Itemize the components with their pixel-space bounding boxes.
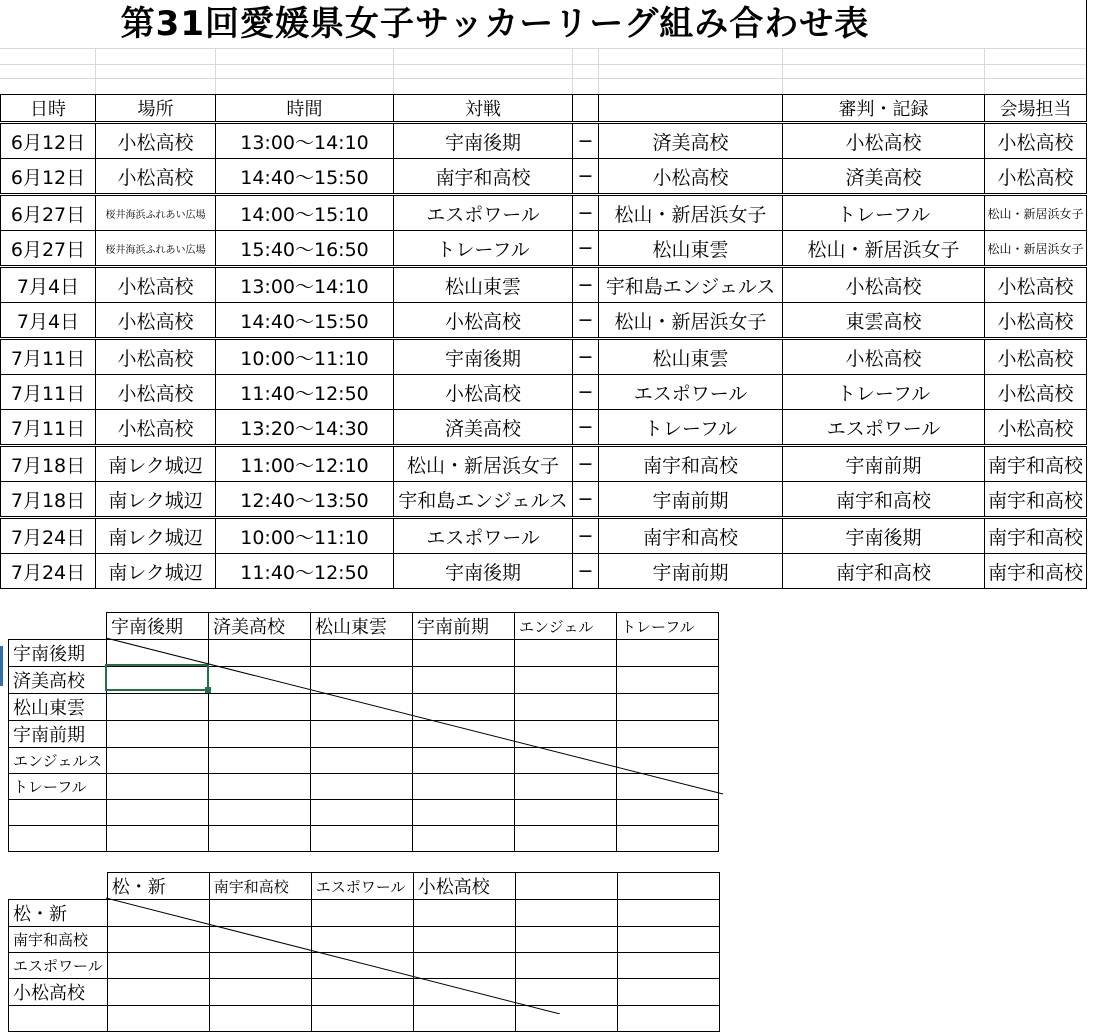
- schedule-cell[interactable]: トレーフル: [394, 231, 573, 267]
- grid2-row: [9, 1006, 720, 1032]
- schedule-cell[interactable]: 松山・新居浜女子: [599, 303, 783, 339]
- grid1-result-cell[interactable]: [311, 748, 413, 774]
- grid1-col-header[interactable]: 宇南後期: [107, 613, 209, 640]
- schedule-cell[interactable]: トレーフル: [599, 410, 783, 446]
- schedule-row: [1, 375, 1087, 410]
- schedule-cell[interactable]: 小松高校: [96, 123, 216, 159]
- grid1-result-cell[interactable]: [413, 774, 515, 800]
- grid1-result-cell[interactable]: [209, 640, 311, 667]
- active-cell-selection[interactable]: [105, 664, 209, 691]
- schedule-cell[interactable]: 小松高校: [96, 159, 216, 195]
- schedule-header-cell[interactable]: 会場担当: [985, 95, 1087, 123]
- schedule-cell[interactable]: 南宇和高校: [394, 159, 573, 195]
- grid2-result-cell[interactable]: [413, 953, 515, 979]
- schedule-cell[interactable]: エスポワール: [599, 375, 783, 410]
- grid1-result-cell[interactable]: [515, 774, 617, 800]
- grid2-row: [9, 979, 720, 1006]
- schedule-cell[interactable]: −: [573, 410, 599, 446]
- schedule-cell[interactable]: 7月11日: [1, 375, 96, 410]
- schedule-cell[interactable]: −: [573, 554, 599, 589]
- schedule-cell[interactable]: 松山・新居浜女子: [599, 195, 783, 231]
- schedule-header-cell[interactable]: 審判・記録: [783, 95, 985, 123]
- grid1-result-cell[interactable]: [311, 640, 413, 667]
- schedule-cell[interactable]: 東雲高校: [783, 303, 985, 339]
- grid1-col-header[interactable]: 松山東雲: [311, 613, 413, 640]
- grid2-result-cell[interactable]: [515, 1006, 617, 1032]
- row-selection-marker: [0, 646, 3, 686]
- schedule-cell[interactable]: 桜井海浜ふれあい広場: [96, 195, 216, 231]
- schedule-cell[interactable]: −: [573, 267, 599, 303]
- grid1-result-cell[interactable]: [107, 774, 209, 800]
- schedule-cell[interactable]: −: [573, 159, 599, 195]
- schedule-cell[interactable]: 13:20〜14:30: [216, 410, 394, 446]
- schedule-cell[interactable]: 松山東雲: [394, 267, 573, 303]
- schedule-cell[interactable]: 7月24日: [1, 554, 96, 589]
- schedule-cell[interactable]: 南宇和高校: [783, 482, 985, 518]
- grid1-result-cell[interactable]: [515, 826, 617, 852]
- schedule-cell[interactable]: 11:00〜12:10: [216, 446, 394, 482]
- grid1-result-cell[interactable]: [515, 667, 617, 694]
- grid2-header-row: [9, 873, 720, 900]
- schedule-cell[interactable]: 小松高校: [985, 339, 1087, 375]
- schedule-cell[interactable]: 松山・新居浜女子: [783, 231, 985, 267]
- schedule-row: [1, 159, 1087, 195]
- schedule-cell[interactable]: 済美高校: [394, 410, 573, 446]
- schedule-cell[interactable]: 南レク城辺: [96, 518, 216, 554]
- schedule-cell[interactable]: 済美高校: [783, 159, 985, 195]
- grid1-row: [9, 826, 719, 852]
- schedule-cell[interactable]: 南宇和高校: [599, 518, 783, 554]
- grid1-result-cell[interactable]: [209, 721, 311, 748]
- grid2-row: [9, 900, 720, 927]
- grid1-row-header[interactable]: 宇南後期: [9, 640, 107, 667]
- schedule-cell[interactable]: 南宇和高校: [599, 446, 783, 482]
- grid2-result-cell[interactable]: [617, 979, 719, 1006]
- schedule-cell[interactable]: −: [573, 303, 599, 339]
- grid1-result-cell[interactable]: [209, 694, 311, 721]
- schedule-cell[interactable]: 13:00〜14:10: [216, 267, 394, 303]
- schedule-cell[interactable]: 15:40〜16:50: [216, 231, 394, 267]
- grid1-result-cell[interactable]: [209, 748, 311, 774]
- grid1-result-cell[interactable]: [311, 774, 413, 800]
- schedule-cell[interactable]: 小松高校: [985, 267, 1087, 303]
- schedule-row: [1, 267, 1087, 303]
- schedule-cell[interactable]: 小松高校: [394, 375, 573, 410]
- grid2-result-cell[interactable]: [413, 1006, 515, 1032]
- fill-handle[interactable]: [205, 687, 211, 693]
- schedule-cell[interactable]: 宇南前期: [599, 482, 783, 518]
- schedule-cell[interactable]: −: [573, 339, 599, 375]
- grid2-result-cell[interactable]: [209, 1006, 311, 1032]
- schedule-cell[interactable]: 11:40〜12:50: [216, 554, 394, 589]
- grid1-result-cell[interactable]: [617, 667, 719, 694]
- schedule-cell[interactable]: 小松高校: [96, 339, 216, 375]
- grid1-result-cell[interactable]: [617, 721, 719, 748]
- schedule-cell[interactable]: 宇南前期: [783, 446, 985, 482]
- grid2-col-header[interactable]: 小松高校: [413, 873, 515, 900]
- grid2-result-cell[interactable]: [107, 927, 209, 953]
- schedule-cell[interactable]: 宇和島エンジェルス: [599, 267, 783, 303]
- grid2-result-cell[interactable]: [311, 979, 413, 1006]
- grid1-result-cell[interactable]: [107, 826, 209, 852]
- grid2-row-header[interactable]: エスポワール: [9, 953, 108, 979]
- grid2-col-header[interactable]: [617, 873, 719, 900]
- schedule-cell[interactable]: 14:40〜15:50: [216, 159, 394, 195]
- grid2-row-header[interactable]: 小松高校: [9, 979, 108, 1006]
- grid2-result-cell[interactable]: [617, 900, 719, 927]
- grid2-result-cell[interactable]: [413, 900, 515, 927]
- schedule-row: [1, 303, 1087, 339]
- schedule-cell[interactable]: エスポワール: [394, 518, 573, 554]
- schedule-cell[interactable]: 宇南後期: [394, 554, 573, 589]
- grid1-result-cell[interactable]: [515, 721, 617, 748]
- schedule-cell[interactable]: 10:00〜11:10: [216, 339, 394, 375]
- schedule-cell[interactable]: 宇南後期: [394, 339, 573, 375]
- grid2-result-cell[interactable]: [107, 1006, 209, 1032]
- grid1-result-cell[interactable]: [413, 694, 515, 721]
- schedule-cell[interactable]: 10:00〜11:10: [216, 518, 394, 554]
- grid2-result-cell[interactable]: [617, 953, 719, 979]
- schedule-row: [1, 339, 1087, 375]
- schedule-cell[interactable]: 南レク城辺: [96, 554, 216, 589]
- grid1-col-header[interactable]: エンジェル: [515, 613, 617, 640]
- schedule-cell[interactable]: 7月24日: [1, 518, 96, 554]
- schedule-cell[interactable]: 宇南前期: [599, 554, 783, 589]
- schedule-cell[interactable]: 南宇和高校: [985, 518, 1087, 554]
- schedule-cell[interactable]: 小松高校: [985, 375, 1087, 410]
- grid1-row-header[interactable]: 宇南前期: [9, 721, 107, 748]
- grid2-result-cell[interactable]: [107, 953, 209, 979]
- schedule-cell[interactable]: −: [573, 446, 599, 482]
- grid2-result-cell[interactable]: [311, 953, 413, 979]
- schedule-cell[interactable]: 7月18日: [1, 446, 96, 482]
- league-grid-1: [8, 612, 719, 852]
- grid2-row: [9, 953, 720, 979]
- schedule-cell[interactable]: 桜井海浜ふれあい広場: [96, 231, 216, 267]
- grid1-result-cell[interactable]: [413, 748, 515, 774]
- schedule-cell[interactable]: トレーフル: [783, 375, 985, 410]
- schedule-cell[interactable]: 南レク城辺: [96, 482, 216, 518]
- schedule-cell[interactable]: 6月12日: [1, 123, 96, 159]
- grid1-result-cell[interactable]: [617, 694, 719, 721]
- schedule-cell[interactable]: 14:00〜15:10: [216, 195, 394, 231]
- schedule-header-cell[interactable]: 対戦: [394, 95, 573, 123]
- grid2-result-cell[interactable]: [209, 979, 311, 1006]
- schedule-row: [1, 518, 1087, 554]
- grid1-result-cell[interactable]: [413, 640, 515, 667]
- grid1-result-cell[interactable]: [617, 774, 719, 800]
- grid2-result-cell[interactable]: [617, 927, 719, 953]
- grid2-row-header[interactable]: 松・新: [9, 900, 108, 927]
- grid1-result-cell[interactable]: [515, 694, 617, 721]
- grid1-corner-cell[interactable]: [9, 613, 107, 640]
- schedule-row: [1, 123, 1087, 159]
- schedule-cell[interactable]: 松山東雲: [599, 339, 783, 375]
- schedule-cell[interactable]: 宇南後期: [394, 123, 573, 159]
- schedule-cell[interactable]: 6月27日: [1, 195, 96, 231]
- schedule-cell[interactable]: 7月11日: [1, 410, 96, 446]
- grid1-result-cell[interactable]: [413, 800, 515, 826]
- schedule-cell[interactable]: 小松高校: [985, 159, 1087, 195]
- grid2-result-cell[interactable]: [107, 900, 209, 927]
- grid1-result-cell[interactable]: [311, 667, 413, 694]
- schedule-cell[interactable]: −: [573, 231, 599, 267]
- grid2-result-cell[interactable]: [413, 927, 515, 953]
- schedule-cell[interactable]: 小松高校: [985, 410, 1087, 446]
- grid1-result-cell[interactable]: [311, 800, 413, 826]
- schedule-cell[interactable]: 済美高校: [599, 123, 783, 159]
- schedule-cell[interactable]: −: [573, 518, 599, 554]
- grid2-col-header[interactable]: [515, 873, 617, 900]
- grid2-result-cell[interactable]: [311, 927, 413, 953]
- schedule-cell[interactable]: 松山・新居浜女子: [394, 446, 573, 482]
- grid1-row-header[interactable]: 済美高校: [9, 667, 107, 694]
- schedule-cell[interactable]: 南宇和高校: [783, 554, 985, 589]
- sheet-title: 第31回愛媛県女子サッカーリーグ組み合わせ表: [120, 4, 870, 44]
- grid1-result-cell[interactable]: [311, 721, 413, 748]
- schedule-cell[interactable]: エスポワール: [394, 195, 573, 231]
- schedule-cell[interactable]: 松山東雲: [599, 231, 783, 267]
- grid2-result-cell[interactable]: [617, 1006, 719, 1032]
- grid1-row-header[interactable]: エンジェルス: [9, 748, 107, 774]
- grid1-result-cell[interactable]: [515, 800, 617, 826]
- grid1-result-cell[interactable]: [413, 721, 515, 748]
- grid2-row-header[interactable]: 南宇和高校: [9, 927, 108, 953]
- grid2-col-header[interactable]: エスポワール: [311, 873, 413, 900]
- grid2-result-cell[interactable]: [209, 953, 311, 979]
- schedule-row: [1, 554, 1087, 589]
- schedule-cell[interactable]: 7月4日: [1, 267, 96, 303]
- grid2-result-cell[interactable]: [311, 1006, 413, 1032]
- grid1-result-cell[interactable]: [617, 800, 719, 826]
- grid1-row: [9, 748, 719, 774]
- grid1-row: [9, 694, 719, 721]
- schedule-cell[interactable]: 小松高校: [96, 410, 216, 446]
- grid1-row-header[interactable]: [9, 800, 107, 826]
- grid2-result-cell[interactable]: [413, 979, 515, 1006]
- schedule-row: [1, 446, 1087, 482]
- grid1-result-cell[interactable]: [311, 826, 413, 852]
- schedule-cell[interactable]: 小松高校: [783, 267, 985, 303]
- grid1-result-cell[interactable]: [617, 748, 719, 774]
- grid1-result-cell[interactable]: [107, 748, 209, 774]
- grid1-header-row: [9, 613, 719, 640]
- grid2-corner-cell[interactable]: [9, 873, 108, 900]
- schedule-cell[interactable]: 南宇和高校: [985, 482, 1087, 518]
- grid1-row: [9, 800, 719, 826]
- grid2-col-header[interactable]: 南宇和高校: [209, 873, 311, 900]
- grid1-result-cell[interactable]: [209, 826, 311, 852]
- league-grid-2: [8, 872, 720, 1032]
- grid2-result-cell[interactable]: [311, 900, 413, 927]
- grid2-result-cell[interactable]: [209, 900, 311, 927]
- grid2-result-cell[interactable]: [209, 927, 311, 953]
- grid1-col-header[interactable]: トレーフル: [617, 613, 719, 640]
- schedule-cell[interactable]: 宇南後期: [783, 518, 985, 554]
- schedule-cell[interactable]: 小松高校: [96, 267, 216, 303]
- grid1-row: [9, 640, 719, 667]
- schedule-row: [1, 482, 1087, 518]
- schedule-header-row: [1, 95, 1087, 123]
- schedule-header-cell[interactable]: 時間: [216, 95, 394, 123]
- grid1-result-cell[interactable]: [515, 640, 617, 667]
- grid1-row-header[interactable]: [9, 826, 107, 852]
- schedule-cell[interactable]: 南宇和高校: [985, 446, 1087, 482]
- schedule-cell[interactable]: −: [573, 123, 599, 159]
- grid1-result-cell[interactable]: [107, 800, 209, 826]
- schedule-table: [0, 94, 1087, 589]
- schedule-cell[interactable]: 7月18日: [1, 482, 96, 518]
- grid1-result-cell[interactable]: [209, 667, 311, 694]
- schedule-cell[interactable]: 11:40〜12:50: [216, 375, 394, 410]
- schedule-cell[interactable]: 南レク城辺: [96, 446, 216, 482]
- grid1-result-cell[interactable]: [107, 721, 209, 748]
- schedule-cell[interactable]: 松山・新居浜女子: [985, 195, 1087, 231]
- schedule-row: [1, 231, 1087, 267]
- schedule-cell[interactable]: 6月27日: [1, 231, 96, 267]
- schedule-cell[interactable]: 7月11日: [1, 339, 96, 375]
- schedule-cell[interactable]: −: [573, 482, 599, 518]
- schedule-cell[interactable]: 6月12日: [1, 159, 96, 195]
- schedule-cell[interactable]: 小松高校: [985, 303, 1087, 339]
- grid2-row: [9, 927, 720, 953]
- grid1-result-cell[interactable]: [413, 826, 515, 852]
- schedule-cell[interactable]: 小松高校: [783, 339, 985, 375]
- grid1-row-header[interactable]: 松山東雲: [9, 694, 107, 721]
- schedule-cell[interactable]: 南宇和高校: [985, 554, 1087, 589]
- grid1-col-header[interactable]: 宇南前期: [413, 613, 515, 640]
- schedule-cell[interactable]: 14:40〜15:50: [216, 303, 394, 339]
- grid1-result-cell[interactable]: [515, 748, 617, 774]
- grid2-result-cell[interactable]: [515, 953, 617, 979]
- schedule-header-cell[interactable]: 日時: [1, 95, 96, 123]
- grid1-col-header[interactable]: 済美高校: [209, 613, 311, 640]
- schedule-row: [1, 410, 1087, 446]
- schedule-cell[interactable]: 7月4日: [1, 303, 96, 339]
- grid2-result-cell[interactable]: [515, 979, 617, 1006]
- grid1-result-cell[interactable]: [311, 694, 413, 721]
- grid2-result-cell[interactable]: [515, 900, 617, 927]
- schedule-cell[interactable]: 12:40〜13:50: [216, 482, 394, 518]
- schedule-row: [1, 195, 1087, 231]
- schedule-cell[interactable]: エスポワール: [783, 410, 985, 446]
- grid1-result-cell[interactable]: [413, 667, 515, 694]
- schedule-cell[interactable]: 13:00〜14:10: [216, 123, 394, 159]
- grid2-col-header[interactable]: 松・新: [107, 873, 209, 900]
- schedule-cell[interactable]: 宇和島エンジェルス: [394, 482, 573, 518]
- grid1-result-cell[interactable]: [617, 826, 719, 852]
- schedule-cell[interactable]: 小松高校: [599, 159, 783, 195]
- schedule-cell[interactable]: 松山・新居浜女子: [985, 231, 1087, 267]
- grid1-result-cell[interactable]: [209, 774, 311, 800]
- grid1-result-cell[interactable]: [617, 640, 719, 667]
- schedule-header-cell[interactable]: 場所: [96, 95, 216, 123]
- grid1-result-cell[interactable]: [107, 640, 209, 667]
- schedule-cell[interactable]: −: [573, 195, 599, 231]
- schedule-cell[interactable]: 小松高校: [394, 303, 573, 339]
- grid2-result-cell[interactable]: [515, 927, 617, 953]
- grid2-row-header[interactable]: [9, 1006, 108, 1032]
- grid1-result-cell[interactable]: [107, 694, 209, 721]
- schedule-cell[interactable]: トレーフル: [783, 195, 985, 231]
- schedule-cell[interactable]: 小松高校: [96, 303, 216, 339]
- grid1-row: [9, 721, 719, 748]
- schedule-header-cell[interactable]: [573, 95, 599, 123]
- grid1-row-header[interactable]: トレーフル: [9, 774, 107, 800]
- grid1-row: [9, 774, 719, 800]
- schedule-cell[interactable]: 小松高校: [96, 375, 216, 410]
- grid2-result-cell[interactable]: [107, 979, 209, 1006]
- schedule-cell[interactable]: 小松高校: [783, 123, 985, 159]
- grid1-result-cell[interactable]: [209, 800, 311, 826]
- schedule-header-cell[interactable]: [599, 95, 783, 123]
- schedule-cell[interactable]: 小松高校: [985, 123, 1087, 159]
- schedule-cell[interactable]: −: [573, 375, 599, 410]
